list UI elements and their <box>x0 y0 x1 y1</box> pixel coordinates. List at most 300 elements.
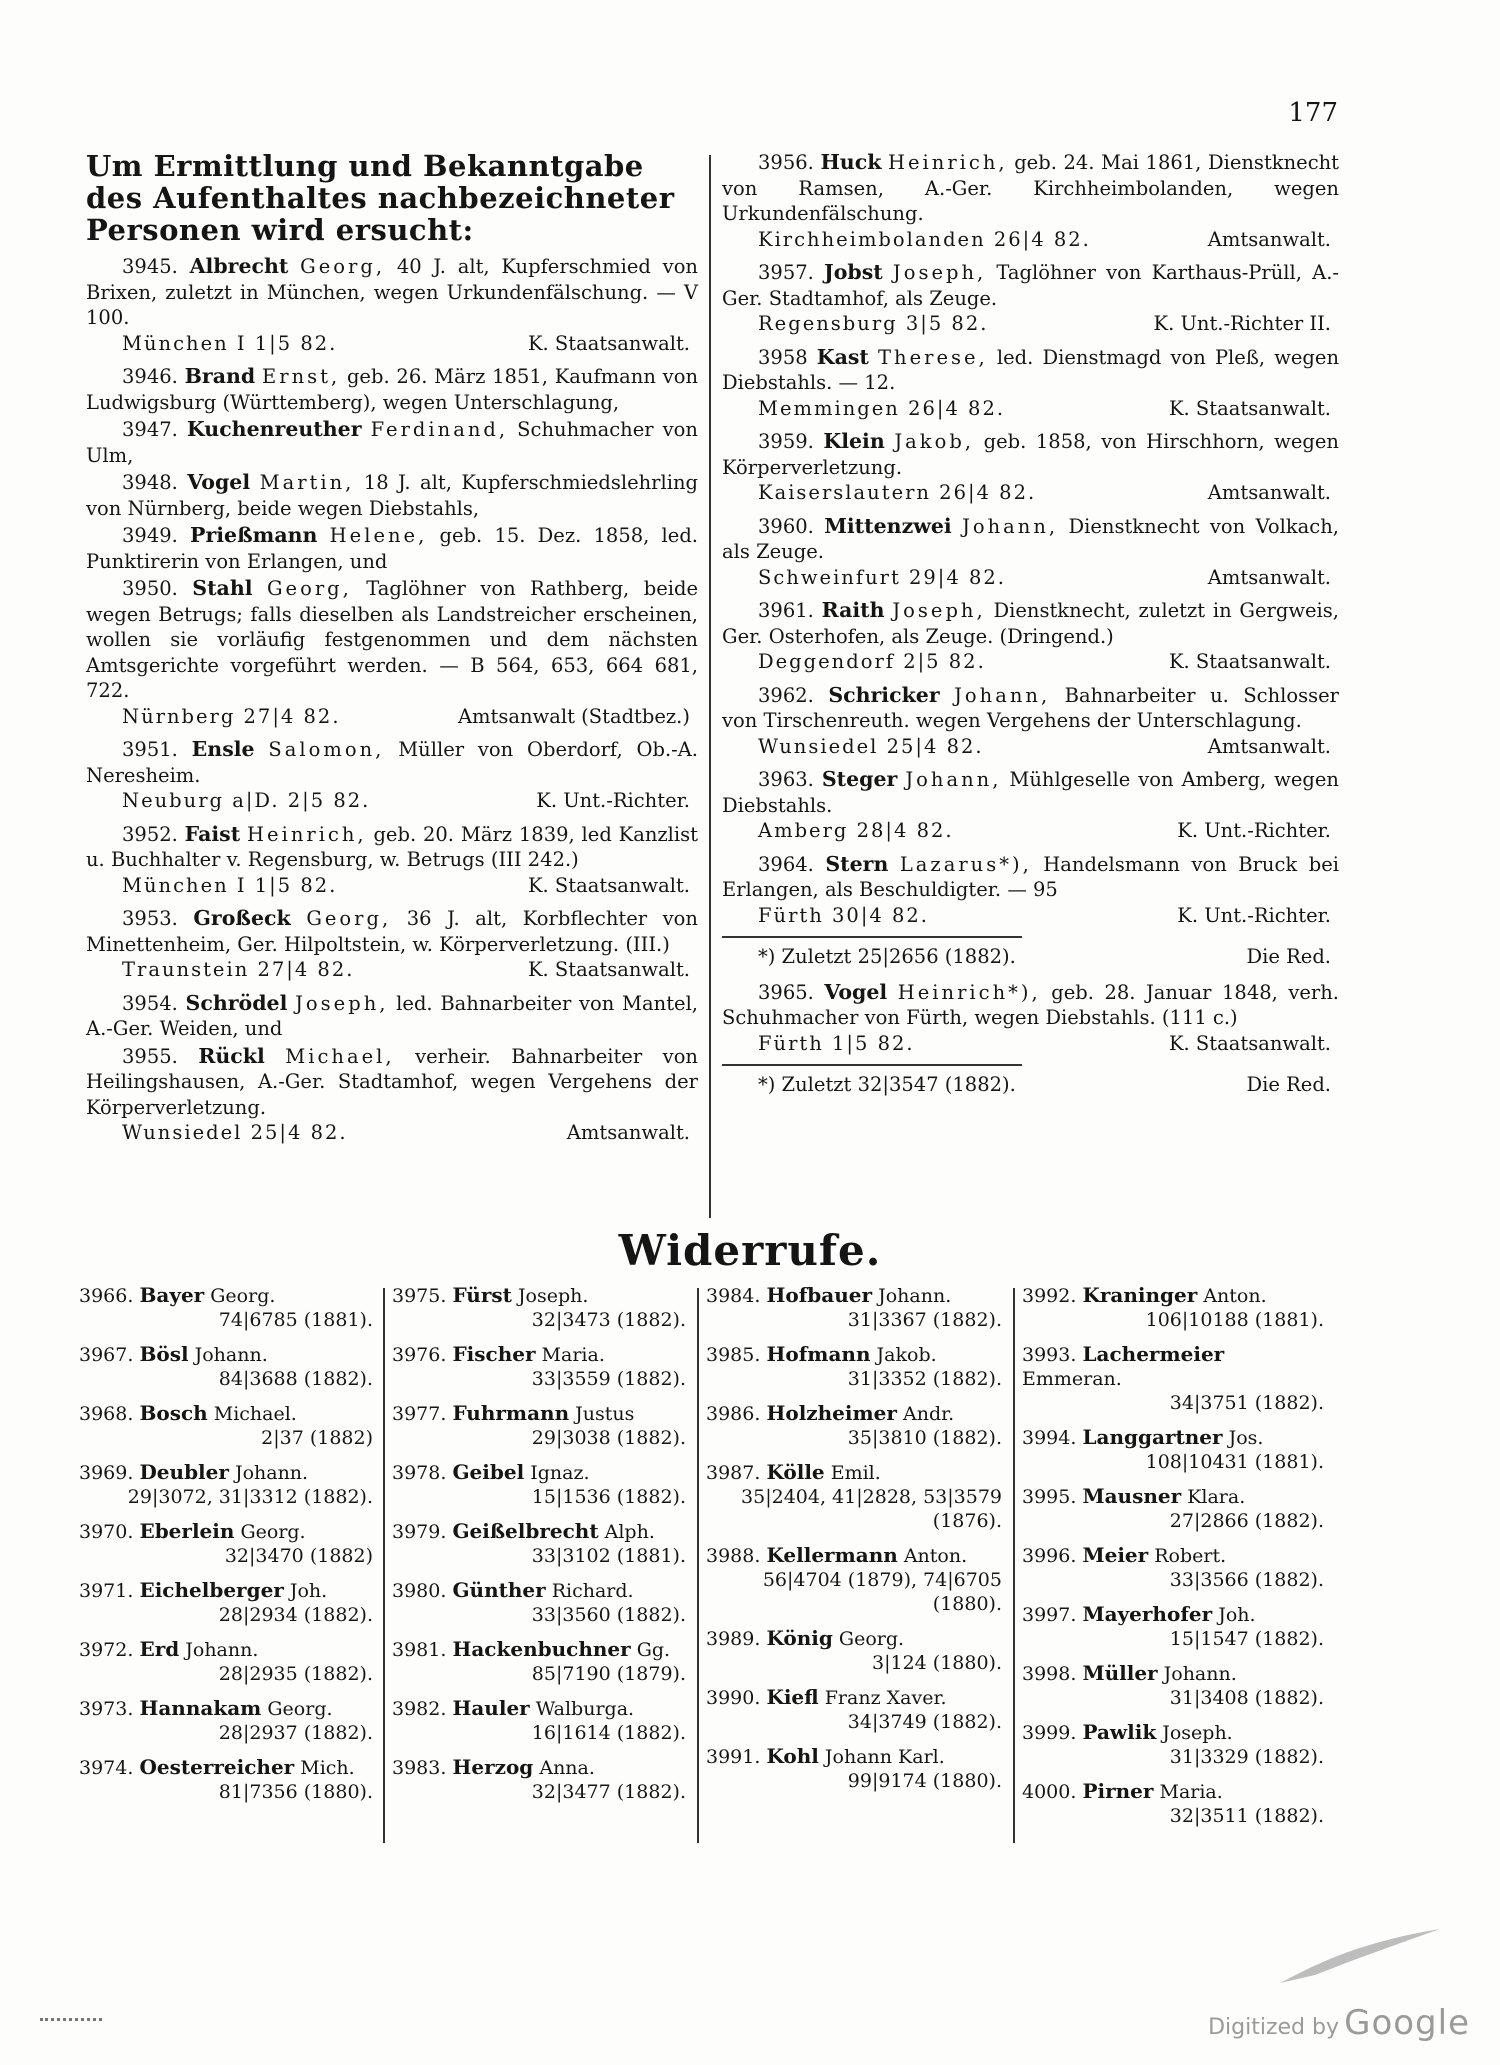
widerruf-surname: Pawlik <box>1082 1720 1157 1744</box>
widerruf-line <box>1022 1779 1330 1804</box>
widerruf-firstname: Emmeran. <box>1022 1368 1122 1390</box>
entry-text <box>86 417 698 468</box>
entry-surname: Großeck <box>193 906 291 930</box>
entry-number: 3951. <box>122 738 178 761</box>
left-entries <box>86 254 698 1146</box>
entry-authority: K. Unt.-Richter. <box>1177 903 1331 927</box>
entry-number: 3963. <box>758 768 814 791</box>
entry-place-date: Regensburg 3|5 82. <box>758 312 989 335</box>
widerruf-number: 3988. <box>706 1545 761 1567</box>
widerruf-item <box>706 1626 1008 1675</box>
widerruf-number: 3991. <box>706 1746 761 1768</box>
widerruf-reference: 27|2866 (1882). <box>1169 1510 1324 1532</box>
widerruf-line <box>1022 1283 1330 1308</box>
footnote-editor: Die Red. <box>1246 945 1331 968</box>
entry-place-date: Nürnberg 27|4 82. <box>122 704 341 728</box>
widerruf-reference: 34|3749 (1882). <box>847 1711 1002 1733</box>
entry-authority: K. Staatsanwalt. <box>1168 1031 1331 1055</box>
entry-number: 3947. <box>122 418 178 441</box>
widerruf-number: 3980. <box>392 1580 447 1602</box>
entry-number: 3962. <box>758 683 814 707</box>
widerruf-item <box>392 1401 692 1450</box>
digitized-watermark <box>1208 2003 1470 2043</box>
widerruf-line <box>392 1401 692 1426</box>
widerruf-line <box>1022 1425 1330 1450</box>
widerrufe-title: Widerrufe. <box>618 1226 882 1275</box>
widerruf-surname: Müller <box>1082 1661 1158 1685</box>
widerruf-item <box>1022 1602 1330 1651</box>
widerruf-firstname: Anton. <box>903 1545 968 1567</box>
widerruf-reference: 31|3329 (1882). <box>1169 1746 1324 1768</box>
entry-number: 3949. <box>122 524 178 547</box>
entry-description: Schuhmacher von Ulm, <box>86 418 698 467</box>
widerruf-surname: Kraninger <box>1082 1283 1198 1307</box>
widerruf-surname: Meier <box>1082 1543 1149 1567</box>
entry-authority: K. Staatsanwalt. <box>527 331 690 355</box>
widerruf-item <box>79 1755 379 1804</box>
widerruf-firstname: Johann. <box>185 1639 259 1661</box>
entry-surname: Ensle <box>191 737 255 761</box>
widerruf-reference: 33|3560 (1882). <box>531 1604 686 1626</box>
widerruf-firstname: Joh. <box>289 1580 328 1602</box>
widerruf-line <box>79 1460 379 1485</box>
widerruf-reference: 33|3102 (1881). <box>531 1545 686 1567</box>
widerruf-reference: 56|4704 (1879), 74|6705 (1880). <box>762 1569 1002 1615</box>
entry-footer <box>722 480 1339 506</box>
entry-text <box>86 822 698 873</box>
widerruf-number: 3974. <box>79 1757 134 1779</box>
quill-icon <box>1275 1925 1445 1985</box>
widerruf-surname: Holzheimer <box>766 1401 897 1425</box>
entry-description: geb. 26. März 1851, Kaufmann von Ludwigsburg (Württemberg), wegen Unterschlagung, <box>86 365 698 414</box>
entry-footer <box>722 396 1339 422</box>
entry-description: Müller von Oberdorf, Ob.-A. Neresheim. <box>86 738 699 787</box>
entry-authority: Amtsanwalt. <box>1207 565 1331 589</box>
entry-description: Dienstknecht von Volkach, als Zeuge. <box>722 514 1339 563</box>
widerruf-surname: Langgartner <box>1082 1425 1223 1449</box>
widerruf-firstname: Richard. <box>551 1580 634 1602</box>
entry <box>86 822 698 899</box>
widerruf-reference: 99|9174 (1880). <box>847 1770 1002 1792</box>
entry-footer <box>722 903 1339 929</box>
widerruf-surname: Erd <box>139 1637 180 1661</box>
widerruf-item <box>706 1744 1008 1793</box>
entry-authority: Amtsanwalt. <box>1207 481 1331 504</box>
entry-description: Bahnarbeiter u. Schlosser von Tirschenreuth. wegen Vergehens der Unterschlagung. <box>722 683 1340 732</box>
entry <box>722 429 1339 506</box>
entry-number: 3964. <box>758 852 814 876</box>
widerrufe-column <box>706 1283 1008 1803</box>
widerruf-line <box>392 1519 692 1544</box>
entry-text <box>722 260 1339 311</box>
widerruf-surname: Hauler <box>452 1696 530 1720</box>
widerruf-number: 3970. <box>79 1521 134 1543</box>
footnote-rule <box>722 936 1022 938</box>
entry-firstname: Helene, <box>329 524 428 547</box>
entry-place-date: Wunsiedel 25|4 82. <box>758 734 984 758</box>
entry-authority: Amtsanwalt. <box>1207 227 1331 251</box>
widerruf-number: 3999. <box>1022 1722 1077 1744</box>
widerruf-line <box>706 1283 1008 1308</box>
entry <box>86 470 698 521</box>
entry-footer <box>722 311 1339 337</box>
widerruf-reference: 15|1536 (1882). <box>531 1486 686 1508</box>
widerruf-number: 3969. <box>79 1462 134 1484</box>
entry-place-date: Memmingen 26|4 82. <box>758 396 1006 420</box>
entry-authority: K. Staatsanwalt. <box>1168 396 1331 420</box>
entry-number: 3958 <box>758 345 808 369</box>
entry-description: led. Dienstmagd von Pleß, wegen Diebstahls. — 12. <box>722 345 1340 394</box>
entry-firstname: Heinrich*), <box>897 980 1041 1004</box>
widerruf-firstname: Alph. <box>604 1521 655 1543</box>
entry <box>722 683 1339 760</box>
widerruf-surname: Kellermann <box>766 1543 898 1567</box>
entry-surname: Schricker <box>828 682 940 707</box>
entry-description: Taglöhner von Rathberg, beide wegen Betrugs; falls dieselben als Landstreicher erscheinen, wollen sie vorläufig festgenommen und dem nächsten Amtsgerichte vorgeführt werden. — B 564, 653, 664 681, 722. <box>86 577 698 702</box>
entry-surname: Prießmann <box>190 523 318 547</box>
entry-description: geb. 24. Mai 1861, Dienstknecht von Ramsen, A.-Ger. Kirchheimbolanden, wegen Urkundenfälschung. <box>722 151 1340 225</box>
entry-place-date: Traunstein 27|4 82. <box>122 958 355 981</box>
widerruf-line <box>392 1342 692 1367</box>
widerruf-item <box>79 1342 379 1391</box>
widerruf-item <box>79 1460 379 1509</box>
entry-surname: Kast <box>816 344 869 369</box>
widerruf-number: 3976. <box>392 1344 447 1366</box>
entry-text <box>722 598 1339 649</box>
widerruf-reference: 34|3751 (1882). <box>1169 1392 1324 1414</box>
widerruf-number: 3966. <box>79 1285 134 1307</box>
entry-text <box>722 345 1339 396</box>
widerruf-surname: Geißelbrecht <box>452 1519 599 1543</box>
entry-firstname: Lazarus*), <box>899 852 1032 876</box>
widerruf-surname: Fürst <box>452 1283 512 1307</box>
widerruf-number: 3983. <box>392 1757 447 1779</box>
entry-place-date: München I 1|5 82. <box>122 331 338 355</box>
widerruf-surname: Fuhrmann <box>452 1401 570 1425</box>
widerruf-reference: 35|3810 (1882). <box>847 1427 1002 1449</box>
widerruf-firstname: Andr. <box>902 1403 955 1425</box>
entry-text <box>722 150 1339 227</box>
widerruf-line <box>392 1460 692 1485</box>
widerruf-reference: 28|2934 (1882). <box>218 1604 373 1626</box>
widerruf-firstname: Johann. <box>234 1462 309 1484</box>
entry-surname: Raith <box>821 598 885 622</box>
entry-description: geb. 15. Dez. 1858, led. Punktirerin von Erlangen, und <box>86 524 699 573</box>
entry-place-date: Amberg 28|4 82. <box>758 819 954 842</box>
entry-firstname: Joseph, <box>892 261 987 284</box>
widerruf-firstname: Anton. <box>1203 1285 1267 1307</box>
entry-firstname: Joseph, <box>892 599 986 622</box>
entry-firstname: Georg, <box>266 577 352 600</box>
entry-description: 36 J. alt, Korbflechter von Minettenheim, Ger. Hilpoltstein, w. Körperverletzung. (III.) <box>86 907 698 956</box>
column-divider <box>383 1288 385 1843</box>
widerruf-reference: 32|3511 (1882). <box>1169 1805 1324 1827</box>
entry-footer <box>86 957 698 983</box>
entry-footer <box>722 1031 1339 1057</box>
section-heading: Um Ermittlung und Bekanntgabe des Aufenthaltes nachbezeichneter Personen wird ersucht: <box>86 149 675 247</box>
entry <box>722 345 1339 422</box>
entry <box>722 852 1339 929</box>
widerruf-number: 3984. <box>706 1285 761 1307</box>
entry-surname: Huck <box>820 150 882 174</box>
widerruf-reference: 81|7356 (1880). <box>218 1781 373 1803</box>
widerruf-surname: Hackenbuchner <box>452 1637 631 1661</box>
entry-surname: Vogel <box>824 979 888 1004</box>
entry-description: Mühlgeselle von Amberg, wegen Diebstahls. <box>722 768 1339 817</box>
widerrufe-column <box>79 1283 379 1814</box>
widerruf-item <box>1022 1425 1330 1474</box>
footnote-editor: Die Red. <box>1246 1073 1331 1096</box>
page-number: 177 <box>1288 98 1338 128</box>
footnote-rule <box>722 1064 1022 1066</box>
widerruf-firstname: Mich. <box>300 1757 355 1779</box>
entry-text <box>722 429 1339 480</box>
entry-surname: Stern <box>825 851 889 876</box>
entry <box>722 514 1339 591</box>
entry <box>722 260 1339 337</box>
entry-text <box>86 906 698 957</box>
entry-firstname: Heinrich, <box>888 151 1008 174</box>
entry-firstname: Ernst, <box>262 365 341 388</box>
left-column <box>86 150 698 1154</box>
entry-authority: K. Unt.-Richter. <box>1177 819 1331 842</box>
widerruf-number: 3989. <box>706 1628 761 1650</box>
entry-description: Taglöhner von Karthaus-Prüll, A.-Ger. Stadtamhof, als Zeuge. <box>722 261 1340 310</box>
entry-text <box>722 980 1339 1031</box>
entry-surname: Albrecht <box>189 254 289 278</box>
widerruf-reference: 106|10188 (1881). <box>1145 1309 1324 1331</box>
widerruf-firstname: Johann. <box>1163 1663 1237 1685</box>
widerruf-number: 3986. <box>706 1403 761 1425</box>
widerruf-reference: 85|7190 (1879). <box>531 1663 686 1685</box>
widerruf-firstname: Maria. <box>541 1344 605 1366</box>
widerruf-reference: 29|3072, 31|3312 (1882). <box>127 1486 373 1508</box>
widerruf-reference: 16|1614 (1882). <box>531 1722 686 1744</box>
widerruf-item <box>392 1342 692 1391</box>
entry-text <box>722 767 1339 818</box>
widerruf-line <box>79 1696 379 1721</box>
widerruf-line <box>1022 1342 1330 1391</box>
entry-number: 3954. <box>122 991 178 1015</box>
widerruf-line <box>706 1543 1008 1568</box>
widerruf-line <box>392 1637 692 1662</box>
widerruf-firstname: Gg. <box>636 1639 671 1661</box>
widerruf-surname: Kölle <box>766 1460 825 1484</box>
entry <box>86 991 698 1042</box>
entry-place-date: Kirchheimbolanden 26|4 82. <box>758 227 1091 251</box>
entry-firstname: Joseph, <box>295 991 389 1015</box>
entry-description: verheir. Bahnarbeiter von Heilingshausen, A.-Ger. Stadtamhof, wegen Vergehens der Körperverletzung. <box>86 1044 698 1119</box>
widerruf-number: 3977. <box>392 1403 447 1425</box>
widerruf-item <box>392 1755 692 1804</box>
entry-footer <box>722 734 1339 760</box>
entry-authority: K. Staatsanwalt. <box>1168 650 1331 673</box>
entry-surname: Steger <box>821 767 898 791</box>
widerruf-firstname: Georg. <box>210 1285 276 1307</box>
entry-number: 3956. <box>758 151 814 174</box>
entry-description: 18 J. alt, Kupferschmiedslehrling von Nürnberg, beide wegen Diebstahls, <box>86 471 699 520</box>
widerruf-item <box>79 1519 379 1568</box>
widerruf-number: 3972. <box>79 1639 134 1661</box>
entry-text <box>86 737 698 788</box>
widerruf-line <box>706 1342 1008 1367</box>
entry-firstname: Heinrich, <box>247 822 367 846</box>
widerruf-item <box>392 1637 692 1686</box>
entry-description: geb. 1858, von Hirschhorn, wegen Körperverletzung. <box>722 430 1339 479</box>
widerruf-line <box>79 1519 379 1544</box>
entry-surname: Stahl <box>192 576 253 600</box>
entry-firstname: Jakob, <box>894 430 975 453</box>
widerruf-item <box>1022 1779 1330 1828</box>
widerruf-firstname: Michael. <box>213 1403 297 1425</box>
entry-text <box>722 514 1339 565</box>
widerruf-surname: Pirner <box>1082 1779 1154 1803</box>
widerruf-reference: 33|3566 (1882). <box>1169 1569 1324 1591</box>
widerruf-number: 3995. <box>1022 1486 1077 1508</box>
entry-number: 3946. <box>122 365 178 388</box>
widerruf-surname: Kiefl <box>766 1685 819 1709</box>
widerruf-firstname: Joh. <box>1218 1604 1256 1626</box>
widerruf-number: 3997. <box>1022 1604 1077 1626</box>
entry-footer <box>722 818 1339 844</box>
widerruf-reference: 3|124 (1880). <box>871 1652 1002 1674</box>
widerruf-surname: Hannakam <box>139 1696 262 1720</box>
widerruf-item <box>392 1460 692 1509</box>
widerruf-firstname: Emil. <box>830 1462 881 1484</box>
widerruf-firstname: Anna. <box>539 1757 595 1779</box>
widerruf-line <box>392 1283 692 1308</box>
entry-text <box>86 254 698 331</box>
entry-text <box>86 991 698 1042</box>
right-column <box>722 150 1339 1108</box>
widerruf-surname: Bösl <box>139 1342 189 1366</box>
entry-number: 3952. <box>122 822 178 846</box>
widerruf-line <box>1022 1720 1330 1745</box>
widerruf-firstname: Ignaz. <box>530 1462 590 1484</box>
widerruf-firstname: Johann Karl. <box>824 1746 945 1768</box>
entry-firstname: Johann, <box>962 514 1059 538</box>
entry <box>86 1044 698 1146</box>
entry-footer <box>86 704 698 730</box>
widerruf-line <box>79 1342 379 1367</box>
entry-place-date: Wunsiedel 25|4 82. <box>122 1121 348 1144</box>
widerruf-firstname: Jakob. <box>876 1344 937 1366</box>
widerruf-item <box>1022 1342 1330 1415</box>
widerruf-number: 3975. <box>392 1285 447 1307</box>
widerruf-firstname: Johann. <box>194 1344 268 1366</box>
widerruf-reference: 31|3352 (1882). <box>847 1368 1002 1390</box>
entry-description: Handelsmann von Bruck bei Erlangen, als Beschuldigter. — 95 <box>722 852 1339 901</box>
entry-surname: Jobst <box>824 260 883 284</box>
widerruf-surname: Fischer <box>452 1342 536 1366</box>
widerruf-item <box>706 1460 1008 1533</box>
scan-mark <box>40 2012 102 2021</box>
entry-firstname: Michael, <box>285 1044 395 1068</box>
widerruf-reference: 84|3688 (1882). <box>218 1368 373 1390</box>
entry-number: 3953. <box>122 907 178 930</box>
widerruf-line <box>706 1685 1008 1710</box>
widerruf-firstname: Georg. <box>838 1628 905 1650</box>
entry-footer <box>86 1120 698 1146</box>
widerruf-number: 3979. <box>392 1521 447 1543</box>
widerruf-item <box>1022 1720 1330 1769</box>
entry-firstname: Georg, <box>306 907 392 930</box>
widerruf-reference: 29|3038 (1882). <box>531 1427 686 1449</box>
widerruf-line <box>79 1283 379 1308</box>
entry-footer <box>86 873 698 899</box>
entry <box>86 364 698 415</box>
widerruf-line <box>79 1755 379 1780</box>
entry <box>722 767 1339 844</box>
widerruf-line <box>79 1578 379 1603</box>
entry <box>86 417 698 468</box>
entry-text <box>722 852 1339 903</box>
watermark-logo: Google <box>1344 2003 1470 2043</box>
entry-surname: Schrödel <box>185 990 288 1015</box>
footnote <box>722 944 1339 970</box>
footnote <box>722 1072 1339 1098</box>
widerruf-number: 3971. <box>79 1580 134 1602</box>
widerruf-reference: 33|3559 (1882). <box>531 1368 686 1390</box>
entry-number: 3945. <box>122 255 178 278</box>
entry-text <box>86 576 698 704</box>
widerruf-number: 3990. <box>706 1687 761 1709</box>
entry-footer <box>86 788 698 814</box>
entry-description: Dienstknecht, zuletzt in Gergweis, Ger. Osterhofen, als Zeuge. (Dringend.) <box>722 599 1339 648</box>
widerruf-surname: Eichelberger <box>139 1578 284 1602</box>
widerruf-surname: Hofmann <box>766 1342 871 1366</box>
entry-surname: Vogel <box>187 470 251 494</box>
widerruf-number: 3973. <box>79 1698 134 1720</box>
entry-surname: Mittenzwei <box>824 513 952 538</box>
entry <box>86 523 698 574</box>
widerruf-item <box>79 1696 379 1745</box>
watermark-prefix: Digitized by <box>1208 2015 1339 2040</box>
entry-place-date: Fürth 30|4 82. <box>758 903 930 927</box>
widerruf-number: 3985. <box>706 1344 761 1366</box>
entry-footer <box>722 227 1339 253</box>
widerruf-surname: Bayer <box>139 1283 205 1307</box>
entry-number: 3960. <box>758 514 814 538</box>
widerruf-reference: 28|2937 (1882). <box>218 1722 373 1744</box>
widerruf-number: 3981. <box>392 1639 447 1661</box>
footnote-text: *) Zuletzt 25|2656 (1882). <box>758 945 1016 968</box>
footnote-text: *) Zuletzt 32|3547 (1882). <box>758 1073 1016 1096</box>
widerruf-surname: Lachermeier <box>1082 1342 1225 1366</box>
widerruf-firstname: Maria. <box>1159 1781 1223 1803</box>
entry-surname: Klein <box>823 429 885 453</box>
entry-place-date: Deggendorf 2|5 82. <box>758 650 986 673</box>
entry-number: 3950. <box>122 577 178 600</box>
entry-description: geb. 28. Januar 1848, verh. Schuhmacher von Fürth, wegen Diebstahls. (111 c.) <box>722 980 1339 1029</box>
widerruf-surname: Deubler <box>139 1460 229 1484</box>
entry-number: 3959. <box>758 430 814 453</box>
widerruf-number: 3993. <box>1022 1344 1077 1366</box>
widerruf-firstname: Franz Xaver. <box>824 1687 947 1709</box>
entry-authority: Amtsanwalt. <box>1207 734 1331 758</box>
entry-text <box>86 364 698 415</box>
widerruf-line <box>1022 1484 1330 1509</box>
widerruf-reference: 31|3408 (1882). <box>1169 1687 1324 1709</box>
widerruf-reference: 15|1547 (1882). <box>1169 1628 1324 1650</box>
entry <box>722 598 1339 675</box>
entry-surname: Kuchenreuther <box>186 417 362 441</box>
entry-surname: Rückl <box>198 1043 265 1068</box>
widerruf-line <box>706 1744 1008 1769</box>
widerruf-surname: Oesterreicher <box>139 1755 295 1779</box>
entry-place-date: München I 1|5 82. <box>122 873 338 897</box>
entry-firstname: Johann, <box>954 683 1051 707</box>
